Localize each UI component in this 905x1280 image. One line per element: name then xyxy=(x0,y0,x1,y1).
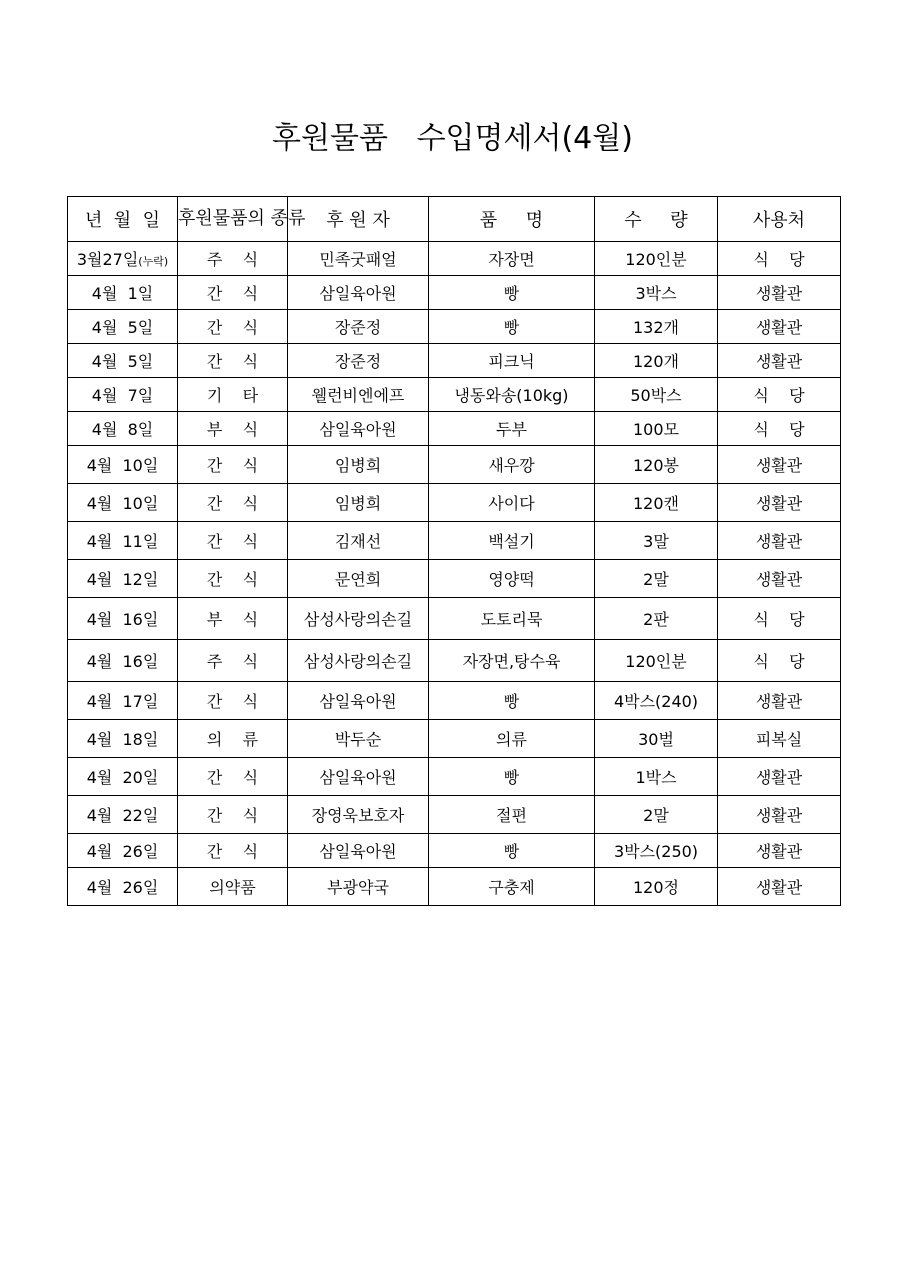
cell-kind: 의 류 xyxy=(178,720,288,758)
cell-donor: 장영욱보호자 xyxy=(288,796,429,834)
table-row xyxy=(68,720,841,758)
cell-quantity: 1박스 xyxy=(595,758,718,796)
date-text: 4월 10일 xyxy=(86,494,159,513)
table-row xyxy=(68,242,841,276)
table-row xyxy=(68,796,841,834)
header-quantity: 수 량 xyxy=(595,197,718,242)
cell-item: 사이다 xyxy=(429,484,595,522)
cell-usage: 식 당 xyxy=(718,412,841,446)
date-text: 4월 8일 xyxy=(91,420,154,439)
date-text: 4월 11일 xyxy=(86,532,159,551)
cell-usage: 생활관 xyxy=(718,446,841,484)
cell-quantity: 30벌 xyxy=(595,720,718,758)
cell-date xyxy=(68,868,178,906)
cell-donor: 삼성사랑의손길 xyxy=(288,640,429,682)
cell-kind: 부 식 xyxy=(178,598,288,640)
cell-donor: 부광약국 xyxy=(288,868,429,906)
cell-usage: 생활관 xyxy=(718,522,841,560)
table-row xyxy=(68,276,841,310)
cell-date xyxy=(68,310,178,344)
table-row xyxy=(68,598,841,640)
table-row xyxy=(68,344,841,378)
cell-quantity: 120인분 xyxy=(595,640,718,682)
date-text: 4월 22일 xyxy=(86,806,159,825)
cell-item: 냉동와송(10kg) xyxy=(429,378,595,412)
cell-donor: 삼일육아원 xyxy=(288,758,429,796)
date-text: 4월 1일 xyxy=(91,284,154,303)
cell-kind: 간 식 xyxy=(178,344,288,378)
cell-date xyxy=(68,522,178,560)
cell-usage: 생활관 xyxy=(718,682,841,720)
cell-item: 자장면 xyxy=(429,242,595,276)
table-row xyxy=(68,484,841,522)
cell-kind: 간 식 xyxy=(178,834,288,868)
cell-item: 새우깡 xyxy=(429,446,595,484)
cell-donor: 민족굿패얼 xyxy=(288,242,429,276)
table-row xyxy=(68,640,841,682)
cell-usage: 식 당 xyxy=(718,640,841,682)
table-row xyxy=(68,522,841,560)
document-title: 후원물품 수입명세서(4월) xyxy=(272,121,633,156)
date-text: 4월 10일 xyxy=(86,456,159,475)
cell-kind: 간 식 xyxy=(178,522,288,560)
date-text: 4월 20일 xyxy=(86,768,159,787)
cell-kind: 간 식 xyxy=(178,484,288,522)
table-body xyxy=(68,242,841,906)
cell-item: 의류 xyxy=(429,720,595,758)
cell-usage: 생활관 xyxy=(718,276,841,310)
cell-item: 백설기 xyxy=(429,522,595,560)
date-text: 4월 18일 xyxy=(86,730,159,749)
cell-donor: 삼일육아원 xyxy=(288,412,429,446)
cell-date xyxy=(68,412,178,446)
cell-date xyxy=(68,720,178,758)
table-row xyxy=(68,378,841,412)
cell-quantity: 120개 xyxy=(595,344,718,378)
cell-quantity: 120정 xyxy=(595,868,718,906)
cell-usage: 식 당 xyxy=(718,242,841,276)
cell-kind: 간 식 xyxy=(178,560,288,598)
cell-quantity: 2말 xyxy=(595,796,718,834)
cell-quantity: 2판 xyxy=(595,598,718,640)
cell-usage: 생활관 xyxy=(718,344,841,378)
cell-quantity: 120인분 xyxy=(595,242,718,276)
cell-quantity: 3박스(250) xyxy=(595,834,718,868)
cell-item: 빵 xyxy=(429,276,595,310)
cell-kind: 간 식 xyxy=(178,758,288,796)
cell-date xyxy=(68,598,178,640)
cell-usage: 생활관 xyxy=(718,310,841,344)
cell-quantity: 120봉 xyxy=(595,446,718,484)
cell-donor: 장준정 xyxy=(288,310,429,344)
cell-quantity: 50박스 xyxy=(595,378,718,412)
cell-item: 빵 xyxy=(429,834,595,868)
date-text: 4월 5일 xyxy=(91,318,154,337)
cell-item: 피크닉 xyxy=(429,344,595,378)
date-text: 4월 26일 xyxy=(86,878,159,897)
date-text: 4월 16일 xyxy=(86,652,159,671)
date-text: 3월27일 xyxy=(76,250,139,269)
cell-date xyxy=(68,560,178,598)
cell-usage: 생활관 xyxy=(718,868,841,906)
date-note: (누락) xyxy=(138,255,169,268)
table-row xyxy=(68,682,841,720)
cell-item: 도토리묵 xyxy=(429,598,595,640)
donation-ledger-table xyxy=(67,196,841,906)
cell-quantity: 3말 xyxy=(595,522,718,560)
cell-kind: 간 식 xyxy=(178,796,288,834)
cell-date xyxy=(68,276,178,310)
cell-kind: 주 식 xyxy=(178,640,288,682)
header-usage: 사용처 xyxy=(718,197,841,242)
header-date: 년 월 일 xyxy=(68,197,178,242)
table-row xyxy=(68,868,841,906)
cell-quantity: 3박스 xyxy=(595,276,718,310)
date-text: 4월 7일 xyxy=(91,386,154,405)
cell-donor: 삼일육아원 xyxy=(288,682,429,720)
table-row xyxy=(68,446,841,484)
table-row xyxy=(68,834,841,868)
cell-kind: 간 식 xyxy=(178,682,288,720)
date-text: 4월 26일 xyxy=(86,842,159,861)
date-text: 4월 12일 xyxy=(86,570,159,589)
cell-quantity: 132개 xyxy=(595,310,718,344)
cell-date xyxy=(68,242,178,276)
header-item: 품 명 xyxy=(429,197,595,242)
cell-date xyxy=(68,484,178,522)
cell-kind: 기 타 xyxy=(178,378,288,412)
cell-quantity: 120캔 xyxy=(595,484,718,522)
cell-date xyxy=(68,378,178,412)
cell-quantity: 100모 xyxy=(595,412,718,446)
table-header-row xyxy=(68,197,841,242)
cell-donor: 문연희 xyxy=(288,560,429,598)
cell-date xyxy=(68,344,178,378)
cell-kind: 간 식 xyxy=(178,276,288,310)
cell-donor: 김재선 xyxy=(288,522,429,560)
cell-usage: 생활관 xyxy=(718,834,841,868)
date-text: 4월 5일 xyxy=(91,352,154,371)
date-text: 4월 17일 xyxy=(86,692,159,711)
cell-date xyxy=(68,758,178,796)
cell-kind: 부 식 xyxy=(178,412,288,446)
cell-usage: 생활관 xyxy=(718,796,841,834)
cell-donor: 장준정 xyxy=(288,344,429,378)
cell-usage: 생활관 xyxy=(718,560,841,598)
cell-item: 두부 xyxy=(429,412,595,446)
table-row xyxy=(68,758,841,796)
cell-date xyxy=(68,446,178,484)
cell-donor: 웰런비엔에프 xyxy=(288,378,429,412)
cell-donor: 임병희 xyxy=(288,446,429,484)
cell-item: 구충제 xyxy=(429,868,595,906)
cell-date xyxy=(68,834,178,868)
cell-donor: 삼일육아원 xyxy=(288,276,429,310)
cell-quantity: 2말 xyxy=(595,560,718,598)
table-row xyxy=(68,560,841,598)
cell-item: 영양떡 xyxy=(429,560,595,598)
table-row xyxy=(68,412,841,446)
cell-kind: 의약품 xyxy=(178,868,288,906)
cell-donor: 삼성사랑의손길 xyxy=(288,598,429,640)
cell-usage: 생활관 xyxy=(718,758,841,796)
date-text: 4월 16일 xyxy=(86,610,159,629)
header-kind: 후원물품의 종류 xyxy=(178,197,288,242)
cell-item: 자장면,탕수육 xyxy=(429,640,595,682)
cell-item: 빵 xyxy=(429,310,595,344)
cell-date xyxy=(68,796,178,834)
cell-donor: 삼일육아원 xyxy=(288,834,429,868)
cell-usage: 피복실 xyxy=(718,720,841,758)
cell-quantity: 4박스(240) xyxy=(595,682,718,720)
cell-item: 빵 xyxy=(429,758,595,796)
cell-donor: 임병희 xyxy=(288,484,429,522)
cell-usage: 식 당 xyxy=(718,378,841,412)
table-row xyxy=(68,310,841,344)
cell-kind: 간 식 xyxy=(178,310,288,344)
cell-donor: 박두순 xyxy=(288,720,429,758)
cell-date xyxy=(68,682,178,720)
cell-kind: 간 식 xyxy=(178,446,288,484)
cell-usage: 식 당 xyxy=(718,598,841,640)
header-donor: 후 원 자 xyxy=(288,197,429,242)
cell-usage: 생활관 xyxy=(718,484,841,522)
cell-kind: 주 식 xyxy=(178,242,288,276)
cell-item: 절편 xyxy=(429,796,595,834)
cell-date xyxy=(68,640,178,682)
cell-item: 빵 xyxy=(429,682,595,720)
